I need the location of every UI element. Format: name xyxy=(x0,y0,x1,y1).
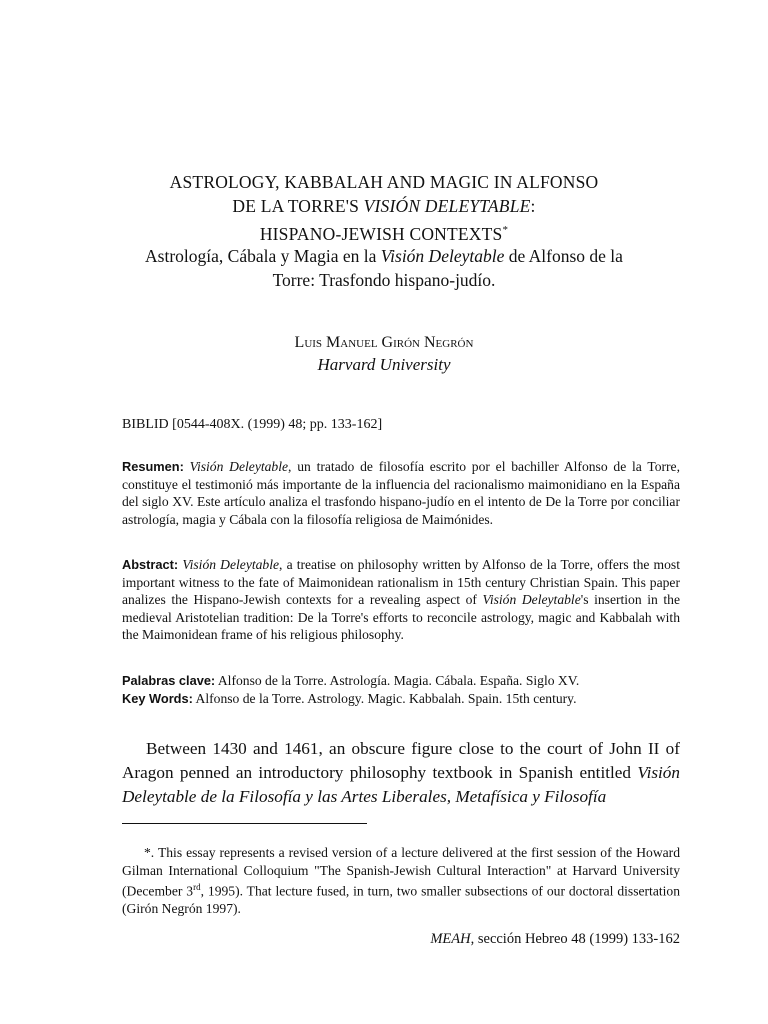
keywords-en-text: Alfonso de la Torre. Astrology. Magic. Kabbalah. Spain. 15th century. xyxy=(192,691,577,706)
abstract-paragraph xyxy=(122,556,680,644)
article-title-spanish xyxy=(140,244,628,292)
journal-issue: , sección Hebreo 48 (1999) 133-162 xyxy=(470,931,680,947)
author-name: Luis Manuel Girón Negrón xyxy=(294,334,474,351)
abstract-work-name-1: Visión Deleytable xyxy=(182,557,280,572)
article-title-english xyxy=(120,170,648,246)
footnote-ordinal: rd xyxy=(193,882,201,892)
body-text: Between 1430 and 1461, an obscure figure close to the court of John II of Aragon penned an introductory philosophy textbook in Spanish entitled xyxy=(122,739,680,782)
journal-reference xyxy=(430,931,680,948)
footnote-text-2: , 1995). That lecture fused, in turn, two smaller subsections of our doctoral dissertation (Girón Negrón 1997). xyxy=(122,883,681,917)
author-block xyxy=(120,332,648,376)
footnote-mark: * xyxy=(144,845,151,860)
title-line-2 xyxy=(120,194,648,218)
keywords-block xyxy=(122,672,680,708)
abstract-label: Abstract: xyxy=(122,557,179,572)
title-line-2-text: DE LA TORRE'S xyxy=(232,196,364,216)
title-line-1: ASTROLOGY, KABBALAH AND MAGIC IN ALFONSO xyxy=(169,172,599,192)
resumen-paragraph xyxy=(122,458,680,528)
title-work-name: VISIÓN DELEYTABLE xyxy=(363,196,531,216)
title-line-3 xyxy=(120,218,648,246)
keywords-es-text: Alfonso de la Torre. Astrología. Magia. Cábala. España. Siglo XV. xyxy=(215,673,580,688)
keywords-spanish xyxy=(122,672,680,690)
keywords-english xyxy=(122,690,680,708)
keywords-en-label: Key Words: xyxy=(122,691,193,706)
abstract-text-2: 's insertion in the medieval Aristotelian tradition: De la Torre's efforts to reconcile astrology, magic and Kabbalah with the Maimonidean frame of his religious philosophy. xyxy=(122,592,680,642)
resumen-work-name: Visión Deleytable xyxy=(189,459,289,474)
subtitle-work-name: Visión Deleytable xyxy=(380,246,505,266)
biblid-line: BIBLID [0544-408X. (1999) 48; pp. 133-162] xyxy=(122,417,383,432)
body-work-title: Visión Deleytable de la Filosofía y las Artes Liberales, Metafísica y Filosofía xyxy=(122,763,680,806)
footnote xyxy=(122,844,680,918)
abstract-work-name-2: Visión Deleytable xyxy=(482,592,581,607)
resumen-label: Resumen: xyxy=(122,459,184,474)
title-colon: : xyxy=(530,196,536,216)
resumen-text: , un tratado de filosofía escrito por el bachiller Alfonso de la Torre, constituye el testimonió más importante de la influencia del racionalismo maimonidiano en la España del siglo XV. Este artículo analiza el trasfondo hispano-judío en el intento de De la Torre por conciliar astrología, magia y Cábala con la filosofía religiosa de Maimónides. xyxy=(122,459,680,527)
keywords-es-label: Palabras clave: xyxy=(122,673,216,688)
author-affiliation: Harvard University xyxy=(317,355,451,374)
footnote-divider xyxy=(122,823,367,824)
subtitle-pre: Astrología, Cábala y Magia en la xyxy=(145,246,381,266)
title-line-3-text: HISPANO-JEWISH CONTEXTS xyxy=(259,223,503,244)
abstract-text-1: , a treatise on philosophy written by Alfonso de la Torre, offers the most important witness to the fate of Maimonidean rationalism in 15th century Christian Spain. This paper analizes the Hispano-Jewish contexts for a revealing aspect of xyxy=(122,557,680,607)
footnote-text-1: . This essay represents a revised version of a lecture delivered at the first session of the Howard Gilman International Colloquium "The Spanish-Jewish Cultural Interaction" at Harvard University (December 3 xyxy=(122,845,680,899)
subtitle-post: de Alfonso de la Torre: Trasfondo hispano-judío. xyxy=(272,246,623,290)
body-paragraph xyxy=(122,737,680,809)
title-footnote-mark[interactable]: * xyxy=(502,224,509,236)
journal-name: MEAH xyxy=(430,931,471,947)
